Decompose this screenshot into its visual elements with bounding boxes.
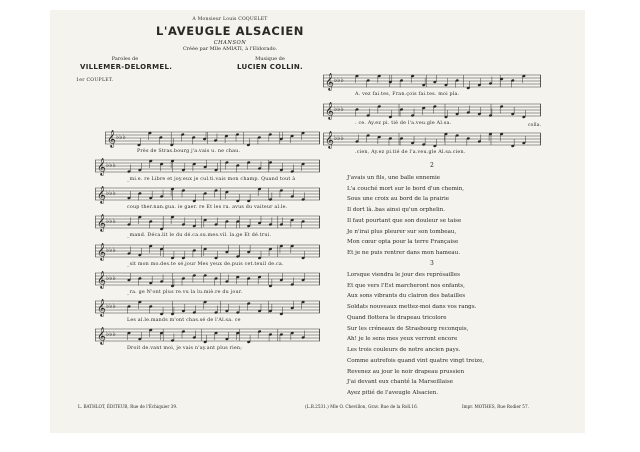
note-icon xyxy=(377,74,381,83)
note-icon xyxy=(489,132,493,141)
song-subtitle: CHANSON xyxy=(213,40,247,46)
engraver-footer: (L.B.2531.) Mle O. Chevillon, Grav. Rue de la Roll.16. xyxy=(305,404,419,409)
note-icon xyxy=(192,162,196,171)
note-icon xyxy=(290,244,294,253)
note-icon xyxy=(258,304,262,313)
song-title: L'AVEUGLE ALSACIEN xyxy=(155,24,305,38)
music-staff xyxy=(95,186,320,204)
note-icon xyxy=(214,251,218,260)
note-icon xyxy=(301,220,305,229)
lyric-line: . ce. Ay.ez pi. tié de l'a.veu.gle Al.sa. xyxy=(355,121,452,126)
note-icon xyxy=(258,216,262,225)
note-icon xyxy=(149,276,153,285)
treble-clef-icon: 𝄞 xyxy=(97,214,106,232)
note-icon xyxy=(279,244,283,253)
music-staff xyxy=(95,243,320,261)
key-signature-icon: ♭♭♭ xyxy=(334,76,344,84)
lyric-line: .cien, Ay.ez pi.tié de l'a.veu.gle Al.sa.cien. xyxy=(355,150,466,155)
note-icon xyxy=(159,136,163,145)
lyric-line: _sit mon mo.des.te sé.jour Mes yeux de.puis cet.teuil de.ca. xyxy=(127,262,284,267)
note-icon xyxy=(182,251,186,260)
note-icon xyxy=(225,332,229,341)
music-staff xyxy=(95,271,320,289)
note-icon xyxy=(138,163,142,172)
note-icon xyxy=(192,219,196,228)
verse-line: J'avais un fils, une balle ennemie xyxy=(347,175,441,181)
note-icon xyxy=(170,138,174,147)
note-icon xyxy=(214,163,218,172)
note-icon xyxy=(366,134,370,143)
note-icon xyxy=(500,132,504,141)
note-icon xyxy=(301,273,305,282)
note-icon xyxy=(127,191,131,200)
note-icon xyxy=(138,192,142,201)
note-icon xyxy=(269,279,273,288)
music-staff xyxy=(323,102,541,120)
note-icon xyxy=(388,110,392,119)
note-icon xyxy=(455,107,459,116)
note-icon xyxy=(225,190,229,199)
note-icon xyxy=(500,77,504,86)
lyric-line: coup ther.nan.gua. ie gaer. re Et les ra. avus du vaiteur al.le. xyxy=(127,205,288,210)
note-icon xyxy=(247,245,251,254)
key-signature-icon: ♭♭♭ xyxy=(106,189,116,197)
note-icon xyxy=(290,301,294,310)
note-icon xyxy=(160,162,164,171)
verse-line: Quand flottera le drapeau tricolore xyxy=(347,314,447,321)
treble-clef-icon: 𝄞 xyxy=(325,73,334,91)
treble-clef-icon: 𝄞 xyxy=(97,158,106,176)
note-icon xyxy=(181,133,185,142)
note-icon xyxy=(149,191,153,200)
treble-clef-icon: 𝄞 xyxy=(97,271,106,289)
music-staff xyxy=(323,73,541,91)
note-icon xyxy=(203,335,207,344)
verse-line: Il dort là..bas ainsi qu'un orphelin. xyxy=(347,207,446,214)
note-icon xyxy=(466,137,470,146)
note-icon xyxy=(444,110,448,119)
verse-line: Les trois couleurs de notre ancien pays. xyxy=(347,346,461,353)
note-icon xyxy=(377,105,381,114)
note-icon xyxy=(247,219,251,228)
note-icon xyxy=(455,134,459,143)
note-icon xyxy=(203,192,207,201)
note-icon xyxy=(269,304,273,313)
key-signature-icon: ♭♭♭ xyxy=(334,134,344,142)
note-icon xyxy=(160,222,164,231)
note-icon xyxy=(355,74,359,83)
note-icon xyxy=(433,139,437,148)
note-icon xyxy=(355,108,359,117)
treble-clef-icon: 𝄞 xyxy=(97,327,106,345)
note-icon xyxy=(455,79,459,88)
note-icon xyxy=(149,159,153,168)
note-icon xyxy=(301,162,305,171)
note-icon xyxy=(225,304,229,313)
note-icon xyxy=(290,218,294,227)
note-icon xyxy=(258,330,262,339)
note-icon xyxy=(279,163,283,172)
couplet-label: 1er COUPLET. xyxy=(76,78,114,83)
treble-clef-icon: 𝄞 xyxy=(97,243,106,261)
sheet-music-page xyxy=(50,10,585,433)
note-icon xyxy=(422,106,426,115)
lyricist-name: VILLEMER-DELORMEL. xyxy=(80,63,173,71)
note-icon xyxy=(258,187,262,196)
music-staff xyxy=(95,158,320,176)
lyric-line: Droit de.vant moi, je vais n'ay.ant plus rien; xyxy=(127,346,243,351)
note-icon xyxy=(192,136,196,145)
verse-line: J'ai devant eux chanté la Marseillaise xyxy=(347,379,454,386)
verse2-number: 2 xyxy=(430,162,434,169)
key-signature-icon: ♭♭♭ xyxy=(106,302,116,310)
verse-line: Je n'irai plus pleurer sur son tombeau, xyxy=(347,228,457,235)
note-icon xyxy=(246,138,250,147)
verse-2 xyxy=(347,173,464,259)
music-staff xyxy=(95,327,320,345)
music-credit-label: Musique de xyxy=(255,56,285,62)
lyric-line: _mi.e. re Libre et joy.eux je cul.ti.vais mon champ. Quand tout à xyxy=(127,177,296,182)
note-icon xyxy=(138,248,142,257)
verse-line: Mon cœur opta pour la terre Française xyxy=(347,239,459,246)
note-icon xyxy=(466,81,470,90)
publisher-footer: L. BATHLOT, ÉDITEUR, Rue de l'Échiquier 39. xyxy=(78,404,178,409)
note-icon xyxy=(388,75,392,84)
note-icon xyxy=(511,107,515,116)
lyric-line: A. vez fai.tes, Fran.çois fai.tes. moi pla. xyxy=(355,92,460,97)
key-signature-icon: ♭♭♭ xyxy=(334,105,344,113)
treble-clef-icon: 𝄞 xyxy=(107,130,116,148)
note-icon xyxy=(149,244,153,253)
note-icon xyxy=(477,78,481,87)
note-icon xyxy=(257,136,261,145)
music-staff xyxy=(323,131,541,149)
note-icon xyxy=(411,136,415,145)
verse-line: Lorsque viendra le jour des représailles xyxy=(347,272,461,278)
note-icon xyxy=(127,331,131,340)
note-icon xyxy=(214,331,218,340)
note-icon xyxy=(279,189,283,198)
note-icon xyxy=(192,274,196,283)
note-icon xyxy=(269,333,273,342)
note-icon xyxy=(214,189,218,198)
note-icon xyxy=(236,133,240,142)
note-icon xyxy=(301,300,305,309)
verse-line: Sur les créneaux de Strasbourg reconquis, xyxy=(347,325,469,332)
note-icon xyxy=(388,137,392,146)
note-icon xyxy=(279,307,283,316)
note-icon xyxy=(127,273,131,282)
verse-line: Il faut pourtant que son douleur se taise xyxy=(347,217,462,224)
refrain xyxy=(347,356,484,399)
note-icon xyxy=(138,332,142,341)
lyric-line: _mand. Déca.lit le du dé.ca.su.mes.vil. la.ge Et dé.trui. xyxy=(127,233,272,238)
music-staff xyxy=(95,214,320,232)
key-signature-icon: ♭♭♭ xyxy=(106,217,116,225)
note-icon xyxy=(258,251,262,260)
verse-line: Sous une croix au bord de la prairie xyxy=(347,196,450,203)
note-icon xyxy=(149,305,153,314)
verse-line: Comme autrefois quand vint quatre vingt treize, xyxy=(347,358,485,364)
note-icon xyxy=(182,163,186,172)
note-icon xyxy=(247,194,251,203)
note-icon xyxy=(279,333,283,342)
printer-footer: Impr. MOTHES, Rue Rodier 57. xyxy=(462,404,529,409)
note-icon xyxy=(268,133,272,142)
note-icon xyxy=(247,161,251,170)
note-icon xyxy=(160,307,164,316)
lyric-line: Les al.le.mands m'ont chas.sé de l'Al.sa. ce xyxy=(127,318,241,323)
note-icon xyxy=(225,245,229,254)
note-icon xyxy=(214,277,218,286)
note-icon xyxy=(258,275,262,284)
key-signature-icon: ♭♭♭ xyxy=(106,330,116,338)
key-signature-icon: ♭♭♭ xyxy=(116,133,126,141)
music-staff xyxy=(95,299,320,317)
note-icon xyxy=(269,161,273,170)
note-icon xyxy=(148,131,152,140)
verse-line: Ayez pitié de l'aveugle Alsacien. xyxy=(347,390,439,397)
note-icon xyxy=(522,136,526,145)
note-icon xyxy=(203,300,207,309)
note-icon xyxy=(203,274,207,283)
note-icon xyxy=(182,189,186,198)
treble-clef-icon: 𝄞 xyxy=(325,102,334,120)
note-icon xyxy=(192,194,196,203)
verse-line: Ah! je le sens mes yeux verront encore xyxy=(347,336,458,343)
note-icon xyxy=(171,215,175,224)
note-icon xyxy=(433,75,437,84)
note-icon xyxy=(290,331,294,340)
note-icon xyxy=(400,137,404,146)
dedication: A Monsieur Louis COQUELET xyxy=(192,17,268,22)
note-icon xyxy=(522,74,526,83)
music-staff xyxy=(105,130,320,148)
verse-line: Aux sons vibrants du clairon des batailles xyxy=(347,293,466,300)
note-icon xyxy=(236,220,240,229)
note-icon xyxy=(138,300,142,309)
note-icon xyxy=(247,302,251,311)
note-icon xyxy=(182,330,186,339)
verse-line: Et je ne puis rentrer dans mon hameau. xyxy=(347,249,461,256)
note-icon xyxy=(290,134,294,143)
note-icon xyxy=(236,164,240,173)
verse-3 xyxy=(347,270,476,356)
verse-line: Et que vers l'Est marcheront nos enfants, xyxy=(347,282,465,289)
treble-clef-icon: 𝄞 xyxy=(97,299,106,317)
note-icon xyxy=(433,105,437,114)
right-tag: colla. xyxy=(528,123,542,128)
note-icon xyxy=(171,251,175,260)
note-icon xyxy=(477,107,481,116)
note-icon xyxy=(500,105,504,114)
note-icon xyxy=(444,132,448,141)
note-icon xyxy=(182,277,186,286)
verse-line: Revenez au jour le noir drapeau prussien xyxy=(347,368,465,375)
verse-line: L'a couché mort sur le bord d'un chemin, xyxy=(347,185,465,192)
note-icon xyxy=(247,277,251,286)
note-icon xyxy=(225,220,229,229)
lyric-line: Près de Stras.bourg j'a.vais u. ne chau. xyxy=(137,149,241,154)
creation-note: Créée par Mlle AMIATI, à l'Eldorado. xyxy=(182,46,278,52)
note-icon xyxy=(247,335,251,344)
note-icon xyxy=(192,249,196,258)
verse3-number: 3 xyxy=(430,260,434,267)
note-icon xyxy=(203,132,207,141)
note-icon xyxy=(138,215,142,224)
note-icon xyxy=(127,305,131,314)
note-icon xyxy=(279,273,283,282)
key-signature-icon: ♭♭♭ xyxy=(106,246,116,254)
verse-line: Soldats nouveaux mettez-moi dans vos rangs. xyxy=(347,304,477,311)
note-icon xyxy=(182,304,186,313)
note-icon xyxy=(236,331,240,340)
note-icon xyxy=(225,134,229,143)
note-icon xyxy=(225,161,229,170)
note-icon xyxy=(203,160,207,169)
note-icon xyxy=(149,328,153,337)
note-icon xyxy=(236,194,240,203)
note-icon xyxy=(511,139,515,148)
note-icon xyxy=(444,78,448,87)
note-icon xyxy=(301,251,305,260)
key-signature-icon: ♭♭♭ xyxy=(106,274,116,282)
note-icon xyxy=(236,275,240,284)
note-icon xyxy=(400,108,404,117)
composer-name: LUCIEN COLLIN. xyxy=(236,63,304,71)
note-icon xyxy=(138,277,142,286)
note-icon xyxy=(411,74,415,83)
treble-clef-icon: 𝄞 xyxy=(97,186,106,204)
note-icon xyxy=(203,218,207,227)
note-icon xyxy=(137,138,141,147)
key-signature-icon: ♭♭♭ xyxy=(106,161,116,169)
lyrics-credit-label: Paroles de xyxy=(111,56,139,62)
note-icon xyxy=(269,247,273,256)
note-icon xyxy=(422,78,426,87)
note-icon xyxy=(149,220,153,229)
note-icon xyxy=(366,79,370,88)
note-icon xyxy=(377,135,381,144)
note-icon xyxy=(522,110,526,119)
lyric-line: _ra. ge N'ont plus re.vu la lu.miè.re du jour. xyxy=(127,290,243,295)
note-icon xyxy=(511,79,515,88)
note-icon xyxy=(203,247,207,256)
note-icon xyxy=(301,131,305,140)
note-icon xyxy=(400,79,404,88)
treble-clef-icon: 𝄞 xyxy=(325,131,334,149)
